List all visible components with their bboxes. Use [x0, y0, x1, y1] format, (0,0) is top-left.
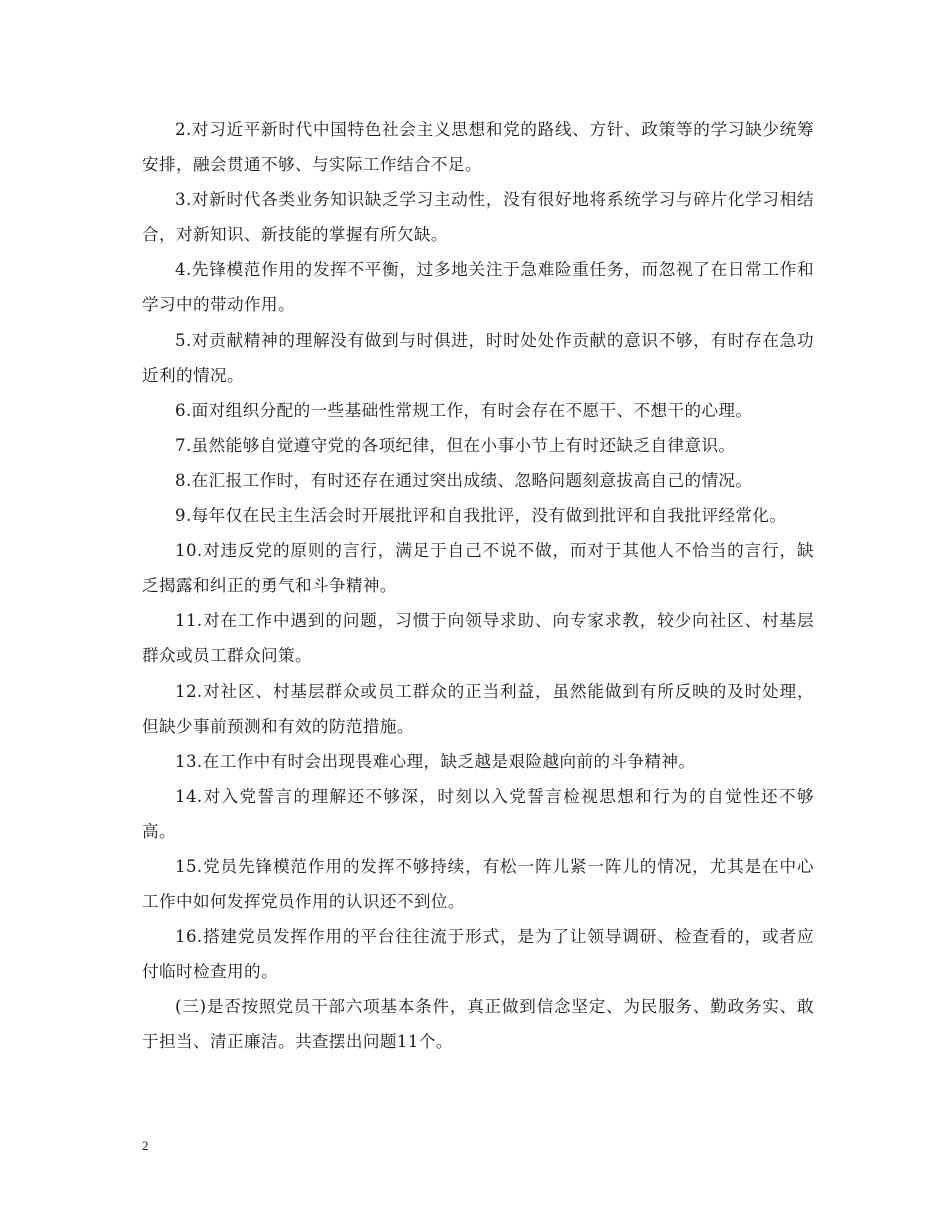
paragraph-item-5: 5.对贡献精神的理解没有做到与时俱进，时时处处作贡献的意识不够，有时存在急功近利的情况。 — [142, 330, 814, 385]
paragraph-item-16: 16.搭建党员发挥作用的平台往往流于形式，是为了让领导调研、检查看的，或者应付临时检查用的。 — [142, 927, 814, 982]
paragraph-item-4: 4.先锋模范作用的发挥不平衡，过多地关注于急难险重任务，而忽视了在日常工作和学习中的带动作用。 — [142, 260, 814, 315]
section-heading-three: (三)是否按照党员干部六项基本条件，真正做到信念坚定、为民服务、勤政务实、敢于担当、清正廉洁。共查摆出问题11个。 — [142, 997, 814, 1052]
paragraph-item-14: 14.对入党誓言的理解还不够深，时刻以入党誓言检视思想和行为的自觉性还不够高。 — [142, 786, 814, 841]
paragraph-item-7: 7.虽然能够自觉遵守党的各项纪律，但在小事小节上有时还缺乏自律意识。 — [175, 435, 736, 455]
paragraph-item-13: 13.在工作中有时会出现畏难心理，缺乏越是艰险越向前的斗争精神。 — [175, 751, 696, 771]
page-number: 2 — [142, 1138, 149, 1153]
paragraph-item-8: 8.在汇报工作时，有时还存在通过突出成绩、忽略问题刻意拔高自己的情况。 — [175, 470, 753, 490]
paragraph-item-10: 10.对违反党的原则的言行，满足于自己不说不做，而对于其他人不恰当的言行，缺乏揭露和纠正的勇气和斗争精神。 — [142, 541, 814, 596]
paragraph-item-3: 3.对新时代各类业务知识缺乏学习主动性，没有很好地将系统学习与碎片化学习相结合，对新知识、新技能的掌握有所欠缺。 — [142, 190, 814, 245]
paragraph-item-2: 2.对习近平新时代中国特色社会主义思想和党的路线、方针、政策等的学习缺少统筹安排，融会贯通不够、与实际工作结合不足。 — [142, 120, 814, 175]
paragraph-item-15: 15.党员先锋模范作用的发挥不够持续，有松一阵儿紧一阵儿的情况，尤其是在中心工作中如何发挥党员作用的认识还不到位。 — [142, 856, 814, 912]
paragraph-item-6: 6.面对组织分配的一些基础性常规工作，有时会存在不愿干、不想干的心理。 — [175, 400, 753, 420]
paragraph-item-12: 12.对社区、村基层群众或员工群众的正当利益，虽然能做到有所反映的及时处理，但缺少事前预测和有效的防范措施。 — [142, 681, 814, 736]
paragraph-item-9: 9.每年仅在民主生活会时开展批评和自我批评，没有做到批评和自我批评经常化。 — [175, 506, 787, 526]
paragraph-item-11: 11.对在工作中遇到的问题，习惯于向领导求助、向专家求教，较少向社区、村基层群众或员工群众问策。 — [142, 611, 814, 666]
document-body — [142, 112, 814, 1060]
